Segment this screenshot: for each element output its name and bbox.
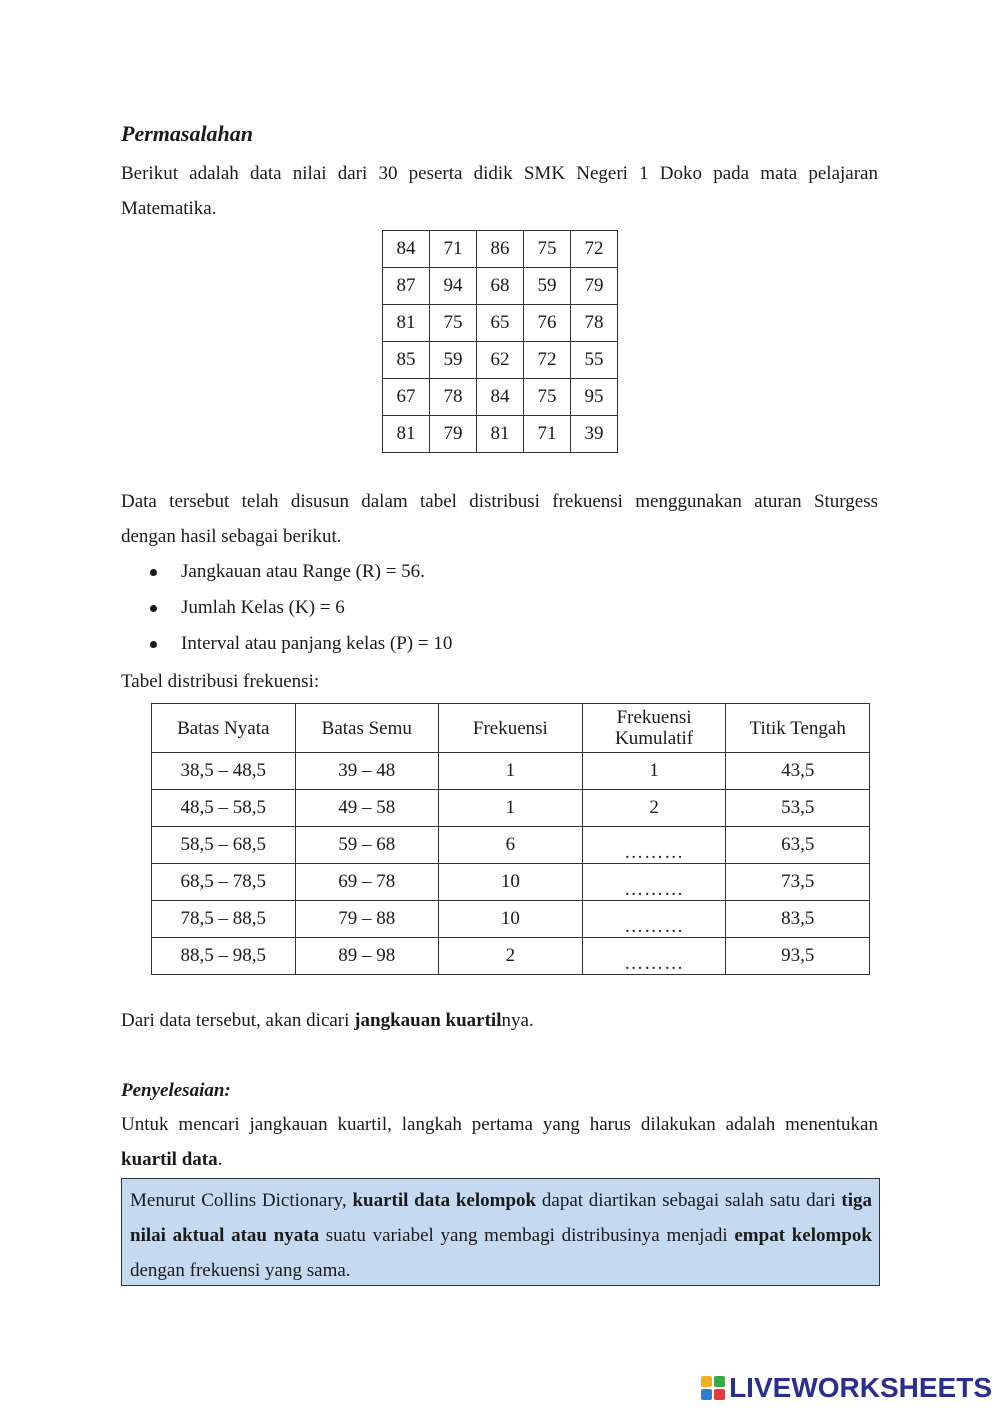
cell-batas-nyata xyxy=(152,827,296,864)
cell-titik-tengah xyxy=(726,790,870,827)
data-cell: 71 xyxy=(524,416,571,453)
data-cell: 87 xyxy=(383,268,430,305)
data-cell: 76 xyxy=(524,305,571,342)
cell-frekuensi-kumulatif xyxy=(582,864,726,901)
note-text: dengan frekuensi yang sama. xyxy=(130,1260,351,1281)
data-cell: 59 xyxy=(524,268,571,305)
table-row xyxy=(383,268,618,305)
logo-square xyxy=(701,1376,712,1387)
data-cell: 68 xyxy=(477,268,524,305)
cell-batas-semu xyxy=(295,901,439,938)
cell-titik-tengah xyxy=(726,753,870,790)
cell-value: 2 xyxy=(649,797,659,818)
table-row xyxy=(152,790,870,827)
bullet-text-interval: Interval atau panjang kelas (P) = 10 xyxy=(181,633,453,654)
cell-batas-semu xyxy=(295,753,439,790)
cell-batas-nyata xyxy=(152,938,296,975)
note-text: Menurut Collins Dictionary, xyxy=(130,1190,353,1211)
note-text: suatu variabel yang membagi distribusinya menjadi xyxy=(319,1225,735,1246)
cell-value: 2 xyxy=(505,945,516,966)
solution-period: . xyxy=(217,1149,223,1170)
cell-value: 49 – 58 xyxy=(338,797,396,818)
data-cell: 75 xyxy=(524,231,571,268)
cell-titik-tengah xyxy=(726,938,870,975)
question-suffix: nya. xyxy=(501,1010,534,1031)
table-row xyxy=(152,753,870,790)
header-kumulatif-line-1: Frekuensi xyxy=(616,707,692,728)
table-row xyxy=(383,416,618,453)
cell-value: 1 xyxy=(649,760,659,781)
cell-frekuensi xyxy=(439,901,583,938)
cell-value: 48,5 – 58,5 xyxy=(180,797,267,818)
blank-answer: ……… xyxy=(624,842,685,863)
cell-value: 6 xyxy=(505,834,516,855)
bullet-icon xyxy=(150,641,157,648)
solution-line-1: Untuk mencari jangkauan kuartil, langkah pertama yang harus dilakukan adalah menentukan xyxy=(121,1114,878,1135)
question-bold: jangkauan kuartil xyxy=(354,1010,502,1031)
table-row xyxy=(152,827,870,864)
data-cell: 78 xyxy=(430,379,477,416)
blank-answer: ……… xyxy=(624,953,685,974)
data-cell: 72 xyxy=(524,342,571,379)
cell-frekuensi xyxy=(439,864,583,901)
data-cell: 95 xyxy=(571,379,618,416)
header-titik-tengah: Titik Tengah xyxy=(726,704,870,753)
logo-text: LIVEWORKSHEETS xyxy=(729,1372,992,1403)
cell-value: 58,5 – 68,5 xyxy=(180,834,267,855)
data-cell: 65 xyxy=(477,305,524,342)
cell-batas-nyata xyxy=(152,753,296,790)
summary-list xyxy=(150,554,452,662)
data-cell: 84 xyxy=(383,231,430,268)
data-cell: 81 xyxy=(383,416,430,453)
cell-frekuensi xyxy=(439,790,583,827)
blank-answer: ……… xyxy=(624,879,685,900)
table-row xyxy=(383,231,618,268)
note-bold: kuartil data kelompok xyxy=(352,1190,537,1211)
data-cell: 75 xyxy=(430,305,477,342)
raw-data-table xyxy=(382,230,618,453)
data-cell: 59 xyxy=(430,342,477,379)
cell-value: 38,5 – 48,5 xyxy=(180,760,267,781)
cell-value: 53,5 xyxy=(781,797,815,818)
solution-line-2 xyxy=(121,1142,878,1177)
cell-value: 1 xyxy=(505,760,516,781)
bullet-text-range: Jangkauan atau Range (R) = 56. xyxy=(181,561,425,582)
sturgess-line-1: Data tersebut telah disusun dalam tabel distribusi frekuensi menggunakan aturan Sturgess xyxy=(121,491,878,512)
data-cell: 71 xyxy=(430,231,477,268)
intro-line-1: Berikut adalah data nilai dari 30 peserta didik SMK Negeri 1 Doko pada mata pelajaran xyxy=(121,163,878,184)
cell-frekuensi-kumulatif xyxy=(582,827,726,864)
solution-bold: kuartil data xyxy=(121,1149,218,1170)
table-row xyxy=(152,864,870,901)
intro-line-2: Matematika. xyxy=(121,198,217,219)
sturgess-line-2: dengan hasil sebagai berikut. xyxy=(121,526,342,547)
data-cell: 55 xyxy=(571,342,618,379)
data-cell: 81 xyxy=(383,305,430,342)
cell-value: 73,5 xyxy=(781,871,815,892)
cell-titik-tengah xyxy=(726,901,870,938)
cell-batas-semu xyxy=(295,790,439,827)
blank-answer: ……… xyxy=(624,916,685,937)
data-cell: 62 xyxy=(477,342,524,379)
table-row xyxy=(383,342,618,379)
solution-heading: Penyelesaian: xyxy=(121,1080,231,1101)
cell-batas-semu xyxy=(295,827,439,864)
cell-batas-semu xyxy=(295,864,439,901)
cell-batas-semu xyxy=(295,938,439,975)
logo-square xyxy=(714,1376,725,1387)
data-cell: 75 xyxy=(524,379,571,416)
note-text: dapat diartikan sebagai salah satu dari xyxy=(536,1190,842,1211)
cell-value: 1 xyxy=(505,797,516,818)
cell-frekuensi-kumulatif xyxy=(582,753,726,790)
list-item xyxy=(150,590,452,626)
header-batas-nyata: Batas Nyata xyxy=(152,704,296,753)
cell-value: 39 – 48 xyxy=(338,760,396,781)
data-cell: 39 xyxy=(571,416,618,453)
data-cell: 81 xyxy=(477,416,524,453)
data-cell: 79 xyxy=(571,268,618,305)
data-cell: 84 xyxy=(477,379,524,416)
bullet-icon xyxy=(150,569,157,576)
cell-frekuensi xyxy=(439,938,583,975)
table-row xyxy=(383,379,618,416)
note-bold: empat kelompok xyxy=(734,1225,872,1246)
question-text: Dari data tersebut, akan dicari xyxy=(121,1010,355,1031)
logo-square xyxy=(701,1389,712,1400)
cell-value: 68,5 – 78,5 xyxy=(180,871,267,892)
cell-value: 43,5 xyxy=(781,760,815,781)
logo-icon xyxy=(701,1376,725,1400)
cell-titik-tengah xyxy=(726,827,870,864)
cell-frekuensi-kumulatif xyxy=(582,901,726,938)
cell-value: 10 xyxy=(500,908,520,929)
cell-frekuensi xyxy=(439,827,583,864)
data-cell: 78 xyxy=(571,305,618,342)
cell-value: 10 xyxy=(500,871,520,892)
cell-frekuensi-kumulatif xyxy=(582,790,726,827)
table-header-row xyxy=(152,704,870,753)
cell-value: 93,5 xyxy=(781,945,815,966)
header-kumulatif-line-2: Kumulatif xyxy=(615,728,694,749)
table-row xyxy=(383,305,618,342)
heading-permasalahan: Permasalahan xyxy=(121,121,254,146)
cell-frekuensi xyxy=(439,753,583,790)
definition-box xyxy=(121,1178,880,1286)
cell-value: 88,5 – 98,5 xyxy=(180,945,267,966)
header-frekuensi-kumulatif xyxy=(582,704,726,753)
list-item xyxy=(150,554,452,590)
data-cell: 86 xyxy=(477,231,524,268)
cell-value: 79 – 88 xyxy=(338,908,396,929)
question-sentence xyxy=(121,1003,534,1038)
list-item xyxy=(150,626,452,662)
cell-batas-nyata xyxy=(152,901,296,938)
data-cell: 67 xyxy=(383,379,430,416)
bullet-text-classes: Jumlah Kelas (K) = 6 xyxy=(181,597,345,618)
cell-value: 83,5 xyxy=(781,908,815,929)
header-frekuensi: Frekuensi xyxy=(439,704,583,753)
logo-square xyxy=(714,1389,725,1400)
cell-value: 63,5 xyxy=(781,834,815,855)
data-cell: 85 xyxy=(383,342,430,379)
frequency-table xyxy=(151,703,870,975)
bullet-icon xyxy=(150,605,157,612)
cell-titik-tengah xyxy=(726,864,870,901)
cell-value: 78,5 – 88,5 xyxy=(180,908,267,929)
table-caption: Tabel distribusi frekuensi: xyxy=(121,671,320,692)
table-row xyxy=(152,901,870,938)
cell-batas-nyata xyxy=(152,864,296,901)
data-cell: 94 xyxy=(430,268,477,305)
cell-batas-nyata xyxy=(152,790,296,827)
liveworksheets-logo xyxy=(701,1372,992,1404)
data-cell: 72 xyxy=(571,231,618,268)
cell-value: 69 – 78 xyxy=(338,871,396,892)
cell-frekuensi-kumulatif xyxy=(582,938,726,975)
cell-value: 59 – 68 xyxy=(338,834,396,855)
table-row xyxy=(152,938,870,975)
cell-value: 89 – 98 xyxy=(338,945,396,966)
note-bold: tiga nilai aktual atau nyata xyxy=(130,1190,873,1246)
header-batas-semu: Batas Semu xyxy=(295,704,439,753)
data-cell: 79 xyxy=(430,416,477,453)
